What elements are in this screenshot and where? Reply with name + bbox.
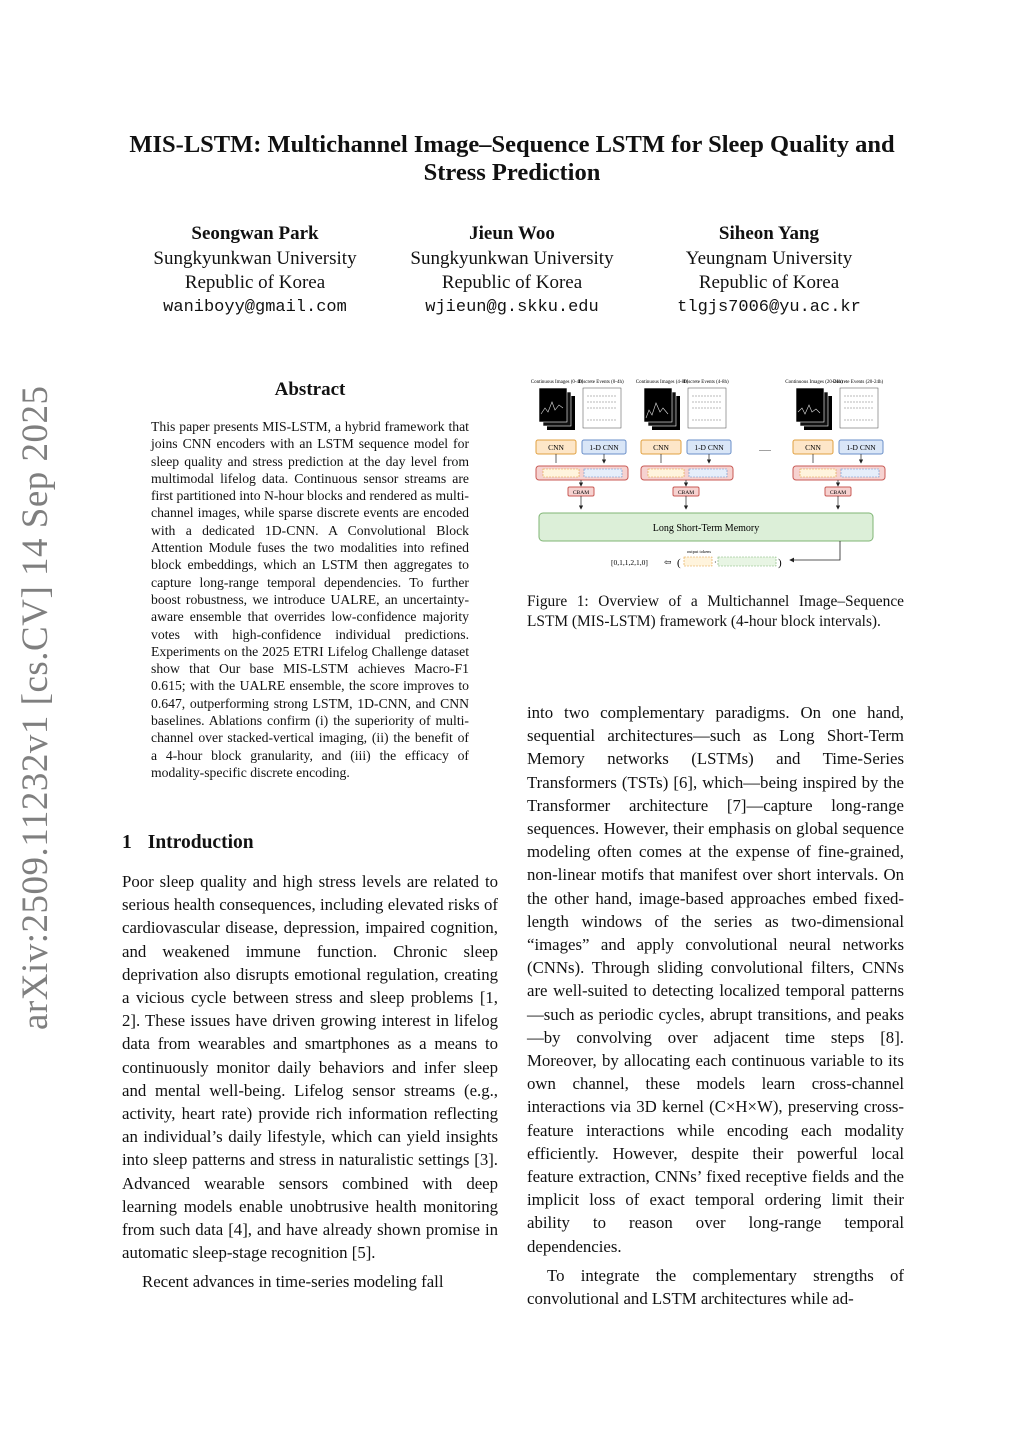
cnn1d-label: 1-D CNN bbox=[694, 443, 724, 452]
author-name: Jieun Woo bbox=[469, 223, 555, 244]
paper-title: MIS-LSTM: Multichannel Image–Sequence LSTM for Sleep Quality and Stress Prediction bbox=[129, 131, 895, 186]
author-affiliation: Yeungnam University bbox=[685, 247, 853, 269]
author-country: Republic of Korea bbox=[184, 272, 326, 293]
author-email[interactable]: waniboyy@gmail.com bbox=[163, 297, 347, 317]
cnn1d-label: 1-D CNN bbox=[589, 443, 619, 452]
block-group-1 bbox=[531, 380, 628, 509]
cnn1d-label: 1-D CNN bbox=[846, 443, 876, 452]
paragraph: To integrate the complementary strengths of convolutional and LSTM architectures while ad- bbox=[527, 1265, 904, 1309]
author-affiliation: Sungkyunkwan University bbox=[153, 247, 357, 269]
cbam-label: CBAM bbox=[677, 490, 695, 496]
block-title: Discrete Events (20-24h) bbox=[832, 380, 884, 385]
section-number: 1 bbox=[122, 832, 132, 853]
svg-text:): ) bbox=[778, 557, 782, 569]
section-heading bbox=[122, 832, 254, 854]
author-country: Republic of Korea bbox=[441, 272, 583, 293]
cnn-label: CNN bbox=[548, 443, 564, 452]
ellipsis: ...... bbox=[759, 444, 771, 453]
arxiv-identifier: arXiv:2509.11232v1 [cs.CV] 14 Sep 2025 bbox=[15, 385, 56, 1030]
architecture-diagram bbox=[527, 374, 904, 586]
abstract-text: This paper presents MIS-LSTM, a hybrid framework that joins CNN encoders with an LSTM sequence model for sleep quality and stress prediction at the day level from multimodal lifelog data. Continuous sensor streams are first partitioned into N-hour blocks and rendered as multi-channel images, while sparse discrete events are encoded with a dedicated 1D-CNN. A Convolutional Block Attention Module fuses the two modalities into refined block embeddings, which an LSTM then aggregates to capture long-range temporal dependencies. To further boost robustness, we introduce UALRE, an uncertainty-aware ensemble that overrides low-confidence majority votes with high-confidence individual predictions. Experiments on the 2025 ETRI Lifelog Challenge dataset show that Our base MIS-LSTM achieves Macro-F1 0.615; with the UALRE ensemble, the score improves to 0.647, outperforming strong LSTM, 1D-CNN, and CNN baselines. Ablations confirm (i) the superiority of multi-channel over stacked-vertical imaging, (ii) the benefit of a 4-hour block granularity, and (iii) the efficacy of modality-specific discrete encoding. bbox=[151, 419, 469, 780]
section-title: Introduction bbox=[147, 832, 254, 853]
author-country: Republic of Korea bbox=[698, 272, 840, 293]
svg-text:(: ( bbox=[677, 557, 681, 569]
lstm-label: Long Short-Term Memory bbox=[652, 523, 760, 534]
author-email[interactable]: tlgjs7006@yu.ac.kr bbox=[677, 297, 861, 317]
author-block bbox=[125, 222, 385, 320]
svg-text:·: · bbox=[714, 558, 717, 567]
cbam-label: CBAM bbox=[572, 490, 590, 496]
figure-caption: Figure 1: Overview of a Multichannel Image–Sequence LSTM (MIS-LSTM) framework (4-hour block intervals). bbox=[527, 593, 904, 630]
paragraph: Poor sleep quality and high stress levels are related to serious health consequences, including elevated risks of cardiovascular disease, depression, impaired cognition, and weakened immune function. Chronic sleep deprivation also disrupts emotional regulation, creating a vicious cycle between stress and sleep problems [1, 2]. These issues have driven growing interest in lifelog data from wearables and smartphones as a means to continuously monitor daily behaviors and infer sleep and mental well-being. Lifelog sensor streams (e.g., activity, heart rate) provide rich information reflecting an individual’s daily lifestyle, which can yield insights into sleep patterns and stress in naturalistic settings [3]. Advanced wearable sensors combined with deep learning models enable unobtrusive health monitoring from such data [4], and have already shown promise in automatic sleep-stage recognition [5]. bbox=[122, 872, 498, 1263]
block-title: Discrete Events (4-8h) bbox=[683, 380, 729, 385]
block-title: Discrete Events (0-4h) bbox=[578, 380, 624, 385]
block-group-3 bbox=[785, 380, 885, 509]
paragraph: Recent advances in time-series modeling fall bbox=[142, 1272, 444, 1292]
abstract-heading: Abstract bbox=[274, 379, 346, 400]
cnn-label: CNN bbox=[653, 443, 669, 452]
paragraph: into two complementary paradigms. On one hand, sequential architectures—such as Long Short-Term Memory networks (LSTMs) and Time-Series Transformers (TSTs) [6], which—being inspired by the Transformer architecture [7]—capture long-range sequences. However, their emphasis on global sequence modeling often comes at the expense of fine-grained, non-linear motifs that manifest over short intervals. On the other hand, image-based approaches embed fixed-length windows of the series as two-dimensional “images” and apply convolutional neural networks (CNNs). Through sliding convolutional filters, CNNs are well-suited to detecting localized temporal patterns—such as periodic cycles, abrupt transitions, and peaks—by convolving over adjacent time steps [8]. Moreover, by allocating each continuous variable to its own channel, these models learn cross-channel interactions via 3D kernel (C×H×W), preserving cross-feature interactions while encoding each modality efficiently. However, despite their powerful local feature extraction, CNNs’ fixed receptive fields and the implicit loss of exact temporal ordering limit their ability to reason over long-range temporal dependencies. bbox=[527, 703, 904, 1256]
output-small-label: output tokens bbox=[686, 549, 712, 554]
figure-1 bbox=[527, 374, 904, 586]
intro-right-column bbox=[527, 701, 904, 1310]
block-group-2 bbox=[636, 380, 733, 509]
author-email[interactable]: wjieun@g.skku.edu bbox=[425, 297, 599, 317]
block-title: Continuous Images (0-4h) bbox=[530, 380, 584, 385]
output-label: [0,1,1,2,1,0] bbox=[611, 558, 648, 567]
author-name: Seongwan Park bbox=[191, 223, 319, 244]
author-block bbox=[382, 222, 642, 320]
svg-text:⇦: ⇦ bbox=[664, 557, 672, 567]
cnn-label: CNN bbox=[805, 443, 821, 452]
author-name: Siheon Yang bbox=[718, 223, 820, 244]
block-title: Continuous Images (20-24h) bbox=[785, 380, 843, 385]
block-title: Continuous Images (4-8h) bbox=[635, 380, 689, 385]
author-affiliation: Sungkyunkwan University bbox=[410, 247, 614, 269]
intro-left-column bbox=[122, 870, 498, 1294]
cbam-label: CBAM bbox=[829, 490, 847, 496]
author-block bbox=[639, 222, 899, 320]
